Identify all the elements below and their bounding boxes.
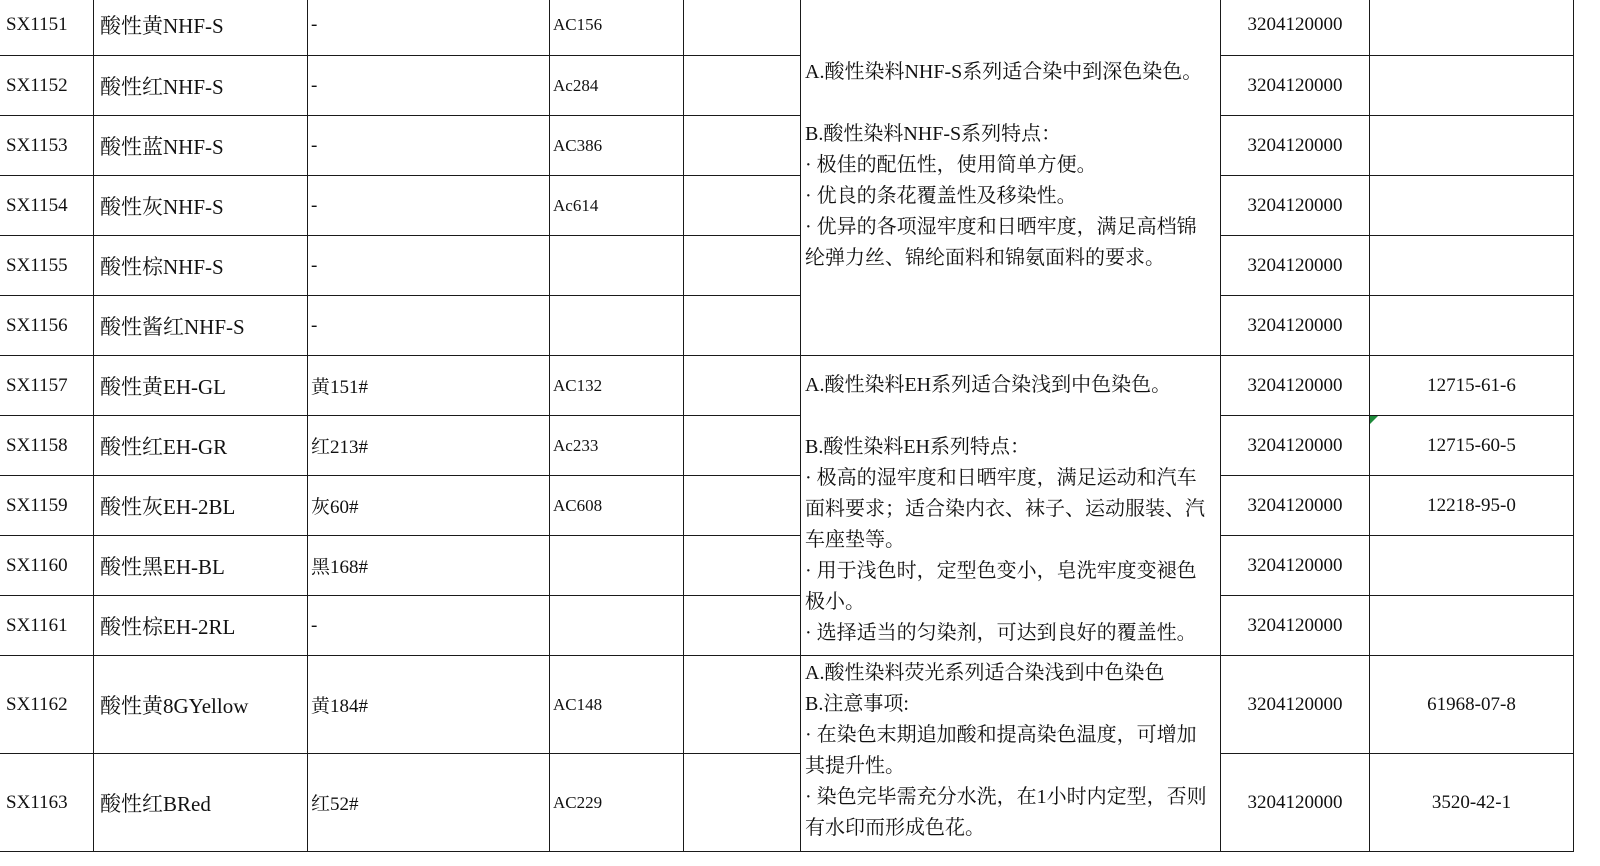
cell-cas-number[interactable] — [1370, 176, 1574, 236]
cell-ci-code[interactable]: Ac284 — [550, 56, 684, 116]
cell-empty[interactable] — [684, 236, 801, 296]
cell-ci-code[interactable] — [550, 596, 684, 656]
cell-ci-code[interactable]: AC386 — [550, 116, 684, 176]
description-item: · 选择适当的匀染剂，可达到良好的覆盖性。 — [805, 622, 1197, 644]
cell-description-eh[interactable] — [801, 356, 1221, 656]
description-b-title: B.注意事项: — [805, 693, 909, 715]
cell-cas-number[interactable] — [1370, 596, 1574, 656]
cell-cas-number[interactable] — [1370, 296, 1574, 356]
cell-empty[interactable] — [684, 596, 801, 656]
cell-cas-number[interactable] — [1370, 116, 1574, 176]
cell-code[interactable]: SX1155 — [0, 236, 94, 296]
cell-ci-code[interactable]: Ac614 — [550, 176, 684, 236]
cell-code[interactable]: SX1161 — [0, 596, 94, 656]
cell-cas-number[interactable]: 61968-07-8 — [1370, 656, 1574, 754]
cell-cn-index[interactable]: 红52# — [308, 754, 550, 852]
cell-empty[interactable] — [684, 416, 801, 476]
description-item: · 在染色末期追加酸和提高染色温度，可增加其提升性。 — [805, 724, 1197, 777]
table-row — [0, 56, 1574, 116]
cell-product-name[interactable]: 酸性蓝NHF-S — [94, 116, 308, 176]
description-spacer — [805, 401, 1215, 432]
description-b-title: B.酸性染料NHF-S系列特点： — [805, 123, 1062, 145]
table-row — [0, 236, 1574, 296]
cell-cn-index[interactable]: 灰60# — [308, 476, 550, 536]
cell-code[interactable]: SX1160 — [0, 536, 94, 596]
cell-hs-code[interactable]: 3204120000 — [1221, 596, 1370, 656]
description-item: · 用于浅色时，定型色变小，皂洗牢度变褪色极小。 — [805, 560, 1197, 613]
cell-product-name[interactable]: 酸性黄8GYellow — [94, 656, 308, 754]
cell-hs-code[interactable]: 3204120000 — [1221, 236, 1370, 296]
cell-code[interactable]: SX1151 — [0, 0, 94, 56]
cell-hs-code[interactable]: 3204120000 — [1221, 536, 1370, 596]
cell-empty[interactable] — [684, 56, 801, 116]
table-row — [0, 176, 1574, 236]
cell-code[interactable]: SX1157 — [0, 356, 94, 416]
cell-product-name[interactable]: 酸性红EH-GR — [94, 416, 308, 476]
table-row — [0, 476, 1574, 536]
cell-hs-code[interactable]: 3204120000 — [1221, 56, 1370, 116]
cell-product-name[interactable]: 酸性棕EH-2RL — [94, 596, 308, 656]
cell-product-name[interactable]: 酸性黄NHF-S — [94, 0, 308, 56]
cell-cn-index[interactable]: 红213# — [308, 416, 550, 476]
description-item: · 极高的湿牢度和日晒牢度，满足运动和汽车面料要求；适合染内衣、袜子、运动服装、汽车座垫等。 — [805, 467, 1205, 551]
cell-ci-code[interactable]: AC156 — [550, 0, 684, 56]
cell-hs-code[interactable]: 3204120000 — [1221, 116, 1370, 176]
cell-code[interactable]: SX1158 — [0, 416, 94, 476]
cell-ci-code[interactable]: Ac233 — [550, 416, 684, 476]
cell-cas-number[interactable]: 12715-61-6 — [1370, 356, 1574, 416]
cell-product-name[interactable]: 酸性酱红NHF-S — [94, 296, 308, 356]
cell-code[interactable]: SX1159 — [0, 476, 94, 536]
cell-description-nhf[interactable] — [801, 0, 1221, 356]
cell-empty[interactable] — [684, 476, 801, 536]
description-item: · 极佳的配伍性，使用简单方便。 — [805, 154, 1097, 176]
cell-ci-code[interactable]: AC229 — [550, 754, 684, 852]
cell-ci-code[interactable] — [550, 536, 684, 596]
cell-cn-index[interactable]: - — [308, 596, 550, 656]
cell-empty[interactable] — [684, 656, 801, 754]
description-spacer — [805, 88, 1215, 119]
table-row — [0, 416, 1574, 476]
cell-empty[interactable] — [684, 116, 801, 176]
cell-cn-index[interactable]: 黄151# — [308, 356, 550, 416]
cell-product-name[interactable]: 酸性红BRed — [94, 754, 308, 852]
cell-cas-number[interactable] — [1370, 236, 1574, 296]
table-row — [0, 296, 1574, 356]
cell-ci-code[interactable] — [550, 296, 684, 356]
cell-description-fluorescent[interactable] — [801, 656, 1221, 852]
cell-ci-code[interactable]: AC132 — [550, 356, 684, 416]
cell-empty[interactable] — [684, 176, 801, 236]
cell-cas-number[interactable] — [1370, 536, 1574, 596]
description-spacer — [805, 0, 1215, 26]
cell-hs-code[interactable]: 3204120000 — [1221, 0, 1370, 56]
description-b-title: B.酸性染料EH系列特点： — [805, 436, 1030, 458]
cell-hs-code[interactable]: 3204120000 — [1221, 296, 1370, 356]
cell-empty[interactable] — [684, 754, 801, 852]
cell-product-name[interactable]: 酸性黑EH-BL — [94, 536, 308, 596]
cell-product-name[interactable]: 酸性棕NHF-S — [94, 236, 308, 296]
cell-hs-code[interactable]: 3204120000 — [1221, 356, 1370, 416]
cell-cas-number[interactable]: 12715-60-5 — [1370, 416, 1574, 476]
cell-ci-code[interactable]: AC148 — [550, 656, 684, 754]
table-row — [0, 596, 1574, 656]
table-row — [0, 754, 1574, 852]
table-row — [0, 116, 1574, 176]
cell-code[interactable]: SX1163 — [0, 754, 94, 852]
description-spacer — [805, 26, 1215, 57]
cell-code[interactable]: SX1153 — [0, 116, 94, 176]
cell-cn-index[interactable]: 黄184# — [308, 656, 550, 754]
cell-code[interactable]: SX1156 — [0, 296, 94, 356]
cell-cas-number[interactable]: 12218-95-0 — [1370, 476, 1574, 536]
description-a: A.酸性染料荧光系列适合染浅到中色染色 — [805, 662, 1165, 684]
cell-cas-number[interactable] — [1370, 0, 1574, 56]
description-a: A.酸性染料NHF-S系列适合染中到深色染色。 — [805, 61, 1203, 83]
cell-empty[interactable] — [684, 0, 801, 56]
cell-ci-code[interactable]: AC608 — [550, 476, 684, 536]
cell-hs-code[interactable]: 3204120000 — [1221, 476, 1370, 536]
cell-hs-code[interactable]: 3204120000 — [1221, 656, 1370, 754]
cell-cas-number[interactable] — [1370, 56, 1574, 116]
cell-cn-index[interactable]: - — [308, 56, 550, 116]
description-a: A.酸性染料EH系列适合染浅到中色染色。 — [805, 374, 1172, 396]
cell-code[interactable]: SX1162 — [0, 656, 94, 754]
cell-empty[interactable] — [684, 296, 801, 356]
cell-empty[interactable] — [684, 356, 801, 416]
table-row — [0, 536, 1574, 596]
description-item: · 优异的各项湿牢度和日晒牢度，满足高档锦纶弹力丝、锦纶面料和锦氨面料的要求。 — [805, 216, 1197, 269]
cell-product-name[interactable]: 酸性红NHF-S — [94, 56, 308, 116]
cell-hs-code[interactable]: 3204120000 — [1221, 754, 1370, 852]
cell-cn-index[interactable]: - — [308, 0, 550, 56]
cell-code[interactable]: SX1154 — [0, 176, 94, 236]
cell-cn-index[interactable]: - — [308, 236, 550, 296]
cell-ci-code[interactable] — [550, 236, 684, 296]
description-item: · 染色完毕需充分水洗，在1小时内定型，否则有水印而形成色花。 — [805, 786, 1207, 839]
cell-cas-number[interactable]: 3520-42-1 — [1370, 754, 1574, 852]
cell-cn-index[interactable]: 黑168# — [308, 536, 550, 596]
cell-cn-index[interactable]: - — [308, 176, 550, 236]
cell-cn-index[interactable]: - — [308, 116, 550, 176]
cell-hs-code[interactable]: 3204120000 — [1221, 176, 1370, 236]
cell-product-name[interactable]: 酸性灰NHF-S — [94, 176, 308, 236]
description-item: · 优良的条花覆盖性及移染性。 — [805, 185, 1077, 207]
table-row — [0, 356, 1574, 416]
cell-cn-index[interactable]: - — [308, 296, 550, 356]
table-row — [0, 656, 1574, 754]
cell-code[interactable]: SX1152 — [0, 56, 94, 116]
cell-empty[interactable] — [684, 536, 801, 596]
table-row — [0, 0, 1574, 56]
cell-hs-code[interactable]: 3204120000 — [1221, 416, 1370, 476]
cell-product-name[interactable]: 酸性黄EH-GL — [94, 356, 308, 416]
cell-product-name[interactable]: 酸性灰EH-2BL — [94, 476, 308, 536]
